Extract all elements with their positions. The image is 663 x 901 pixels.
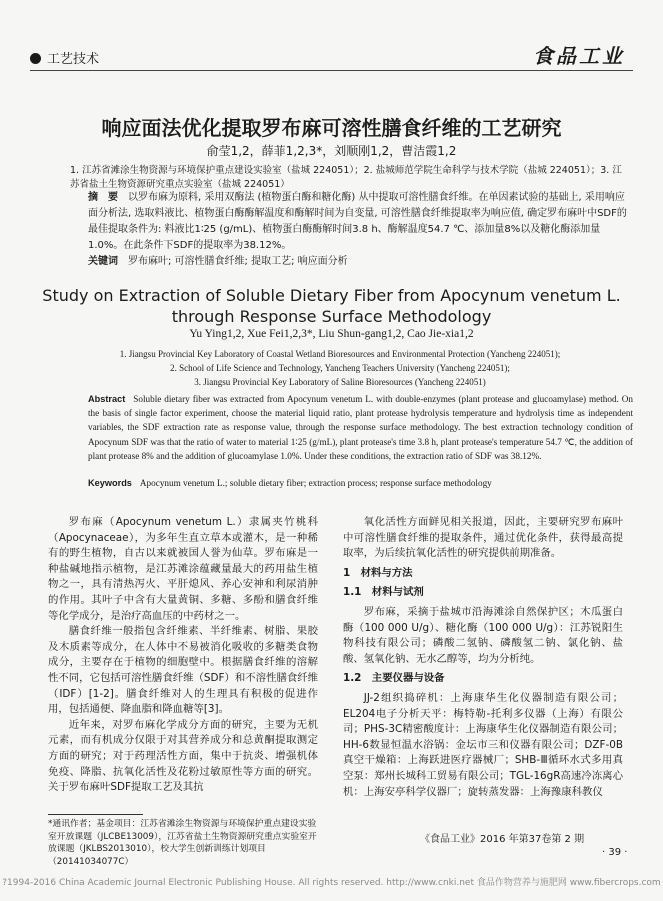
body-paragraph: JJ-2组织捣碎机：上海康华生化仪器制造有限公司；EL204电子分析天平：梅特勒-托利多仪器（上海）有限公司；PHS-3C精密酸度计：上海康华生化仪器制造有限公司；HH-6数显恒温水浴锅：金坛市三和仪器有限公司；DZF-0B真空干燥箱：上海跃进医疗器械厂；SHB-Ⅲ循环水式多用真空泵：郑州长城科工贸易有限公司；TGL-16gR高速冷冻离心机：上海安亭科学仪器厂；旋转蒸发器：上海豫康科教仪	[343, 691, 623, 798]
authors-zh: 俞莹1,2，薛菲1,2,3*，刘顺刚1,2，曹洁霞1,2	[206, 144, 457, 158]
affiliation-en-2: 2. School of Life Science and Technology, Yancheng Teachers University (Yancheng 224051);	[170, 363, 510, 373]
subsection-heading: 1.1 材料与试剂	[343, 586, 424, 599]
journal-citation: 《食品工业》2016 年第37卷第 2 期	[420, 834, 585, 845]
bullet-icon	[30, 53, 41, 64]
body-paragraph: 罗布麻（Apocynum venetum L.）隶属夹竹桃科（Apocynaceae），为多年生直立草本或灌木，是一种稀有的野生植物，自古以来就被国人誉为仙草。罗布麻是一种盐碱地指示植物，是江苏滩涂蕴藏量最大的药用盐生植物之一，具有清热泻火、平肝熄风、养心安神和利尿消肿的作用。其叶子中含有大量黄铜、多糖、多酚和膳食纤维等化学成分，是治疗高血压的中药材之一。	[48, 516, 318, 622]
body-column-right	[343, 515, 623, 800]
header-divider	[30, 70, 633, 71]
section-heading: 1 材料与方法	[343, 566, 413, 579]
section-label: 工艺技术	[47, 52, 100, 67]
affiliations-en	[60, 347, 620, 389]
body-paragraph: 氧化活性方面鲜见相关报道，因此，主要研究罗布麻叶中可溶性膳食纤维的提取条件，通过优化条件，获得最高提取率，为后续抗氧化活性的研究提供前期准备。	[343, 516, 623, 560]
keywords-en-label: Keywords	[88, 478, 132, 488]
title-en-line2: through Response Surface Methodology	[171, 307, 492, 326]
authors-en: Yu Ying1,2, Xue Fei1,2,3*, Liu Shun-gang1,2, Cao Jie-xia1,2	[189, 328, 474, 340]
footnote: *通讯作者；基金项目：江苏省滩涂生物资源与环境保护重点建设实验室开放课题（JLCBE13009），江苏省盐土生物资源研究重点实验室开放课题（JKLBS2013010），校大学生创新训练计划项目（20141034077C）	[48, 819, 317, 867]
affiliations-zh: 1. 江苏省滩涂生物资源与环境保护重点建设实验室（盐城 224051）；2. 盐城师范学院生命科学与技术学院（盐城 224051）；3. 江苏省盐土生物资源研究重点实验室（盐城 224051）	[70, 165, 622, 190]
affiliation-en-3: 3. Jiangsu Provincial Key Laboratory of Saline Bioresources (Yancheng 224051)	[194, 377, 486, 387]
body-column-left	[48, 515, 318, 796]
title-zh: 响应面法优化提取罗布麻可溶性膳食纤维的工艺研究	[101, 116, 562, 140]
journal-logo: 食品工业	[533, 44, 625, 68]
abstract-en	[88, 392, 633, 463]
subsection-heading: 1.2 主要仪器与设备	[343, 672, 445, 685]
keywords-zh-text: 罗布麻叶; 可溶性膳食纤维; 提取工艺; 响应面分析	[128, 256, 348, 267]
abstract-zh-text: 以罗布麻为原料, 采用双酶法 (植物蛋白酶和糖化酶) 从中提取可溶性膳食纤维。在单因素试验的基础上, 采用响应面分析法, 选取料液比、植物蛋白酶酶解温度和酶解时间为自变量, 可溶性膳食纤维提取率为响应值, 确定罗布麻叶中SDF的最佳提取条件为: 料液比1∶25 (g/mL)、植物蛋白酶酶解时间3.8 h、酶解温度54.7 ℃、添加量8%以及糖化酶添加量1.0%。在此条件下SDF的提取率为38.12%。	[88, 192, 627, 251]
keywords-en	[88, 478, 633, 488]
abstract-zh	[88, 190, 633, 254]
title-en-line1: Study on Extraction of Soluble Dietary Fiber from Apocynum venetum L.	[42, 286, 621, 305]
affiliation-en-1: 1. Jiangsu Provincial Key Laboratory of Coastal Wetland Bioresources and Environmental Protection (Yancheng 224051);	[119, 349, 561, 359]
keywords-en-text: Apocynum venetum L.; soluble dietary fiber; extraction process; response surface methodology	[139, 478, 492, 488]
title-en	[0, 285, 663, 327]
body-paragraph: 膳食纤维一般指包含纤维素、半纤维素、树脂、果胶及木质素等成分，在人体中不易被消化吸收的多糖类食物成分，主要存在于植物的细胞壁中。根据膳食纤维的溶解性不同，它包括可溶性膳食纤维（SDF）和不溶性膳食纤维（IDF）[1-2]。膳食纤维对人的生理具有积极的促进作用，包括通便、降血脂和降血糖等[3]。	[48, 625, 318, 716]
keywords-zh-label: 关键词	[88, 256, 118, 267]
footnote-divider	[48, 814, 143, 815]
keywords-zh	[88, 252, 633, 267]
abstract-zh-label: 摘 要	[88, 192, 118, 203]
abstract-en-text: Soluble dietary fiber was extracted from Apocynum venetum L. with double-enzymes (plant protease and glucoamylase) method. On the basis of single factor experiment, choose the material liquid ratio, plant protease hydrolysis temperature and hydrolysis time as independent variables, the SDF extraction rate as response value, through the response surface methodology. The best extraction technology condition of Apocynum SDF was that the ratio of water to material 1∶25 (g/mL), plant protease's time 3.8 h, plant protease's temperature 54.7 ℃, the addition of plant protease 8% and the addition of glucoamylase 1.0%. Under these conditions, the extraction ratio of SDF was 38.12%.	[88, 394, 633, 461]
copyright-watermark: ?1994-2016 China Academic Journal Electronic Publishing House. All rights reserved. http://www.cnki.net 食品作物营养与施肥网 www.fibercrops.com	[2, 878, 661, 888]
page-number: · 39 ·	[602, 847, 628, 858]
body-paragraph: 罗布麻，采摘于盐城市沿海滩涂自然保护区；木瓜蛋白酶（100 000 U/g）、糖化酶（100 000 U/g）：江苏锐阳生物科技有限公司；磷酸二氢钠、磷酸氢二钠、氯化钠、盐酸、氢氧化钠、无水乙醇等，均为分析纯。	[343, 605, 623, 665]
section-header	[30, 48, 99, 67]
body-paragraph: 近年来，对罗布麻化学成分方面的研究，主要为无机元素，而有机成分仅限于对其营养成分和总黄酮提取测定方面的研究；对于药理活性方面，集中于抗炎、增强机体免疫、降脂、抗氧化活性及花粉过敏原性等方面的研究。关于罗布麻叶SDF提取工艺及其抗	[48, 718, 318, 794]
abstract-en-label: Abstract	[88, 394, 126, 404]
